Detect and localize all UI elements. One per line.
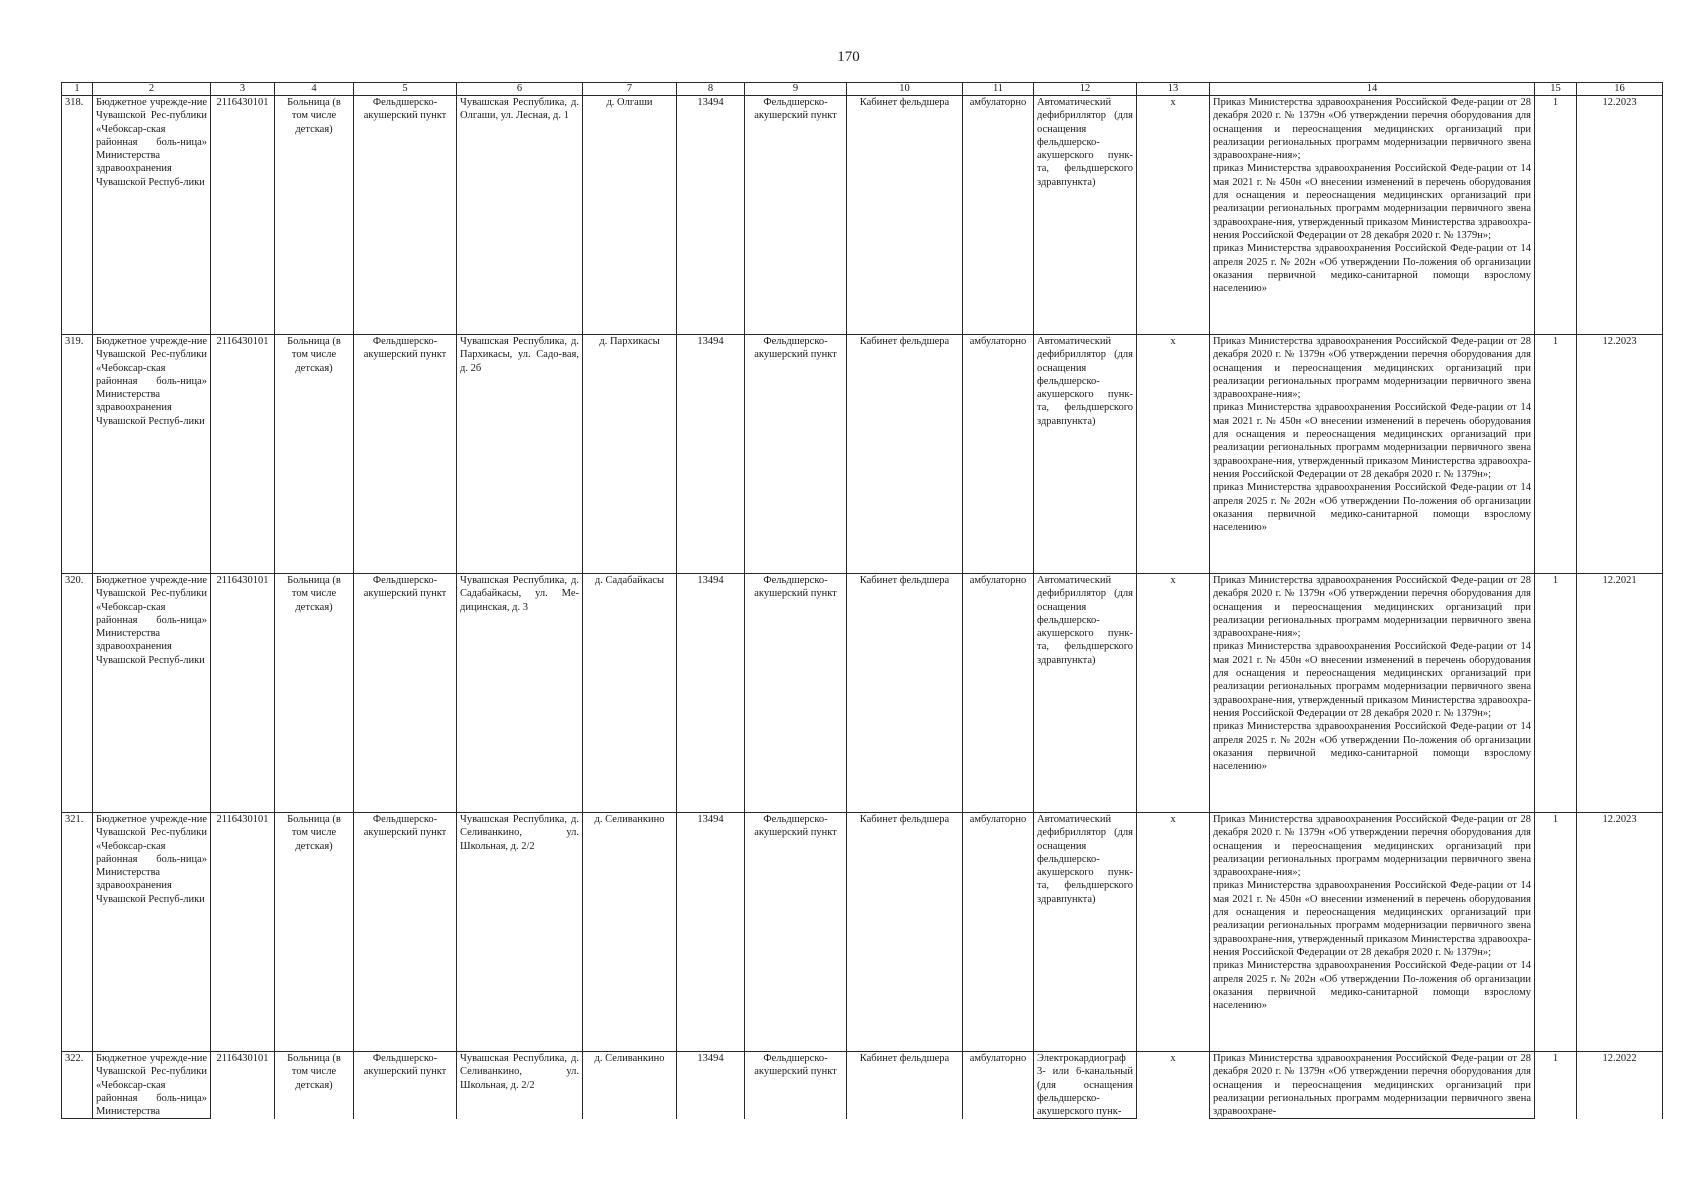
cabinet: Кабинет фельдшера <box>847 574 963 813</box>
inn: 2116430101 <box>211 813 275 1052</box>
column-header-12: 12 <box>1034 83 1137 96</box>
order-text: приказ Министерства здравоохранения Российской Феде-рации от 14 мая 2021 г. № 450н «О внесении изменений в перечень оборудования для оснащения и переоснащения медицинских организаций при реализации региональных программ модернизации первичного звена здравоохране-ния, утвержденный приказом Министерства здравоохра-нения Российской Федерации от 28 декабря 2020 г. № 1379н»; <box>1213 880 1531 958</box>
locality: д. Садабайкасы <box>583 574 677 813</box>
column-header-4: 4 <box>275 83 354 96</box>
inn: 2116430101 <box>211 574 275 813</box>
table-row <box>62 574 1663 813</box>
row-number: 320. <box>62 574 93 813</box>
column-header-14: 14 <box>1210 83 1535 96</box>
legal-basis <box>1210 96 1535 335</box>
address: Чувашская Республика, д. Пархикасы, ул. Садо-вая, д. 2б <box>457 335 583 574</box>
equipment-table <box>61 82 1663 1119</box>
order-text: приказ Министерства здравоохранения Российской Феде-рации от 14 мая 2021 г. № 450н «О внесении изменений в перечень оборудования для оснащения и переоснащения медицинских организаций при реализации региональных программ модернизации первичного звена здравоохране-ния, утвержденный приказом Министерства здравоохра-нения Российской Федерации от 28 декабря 2020 г. № 1379н»; <box>1213 402 1531 480</box>
inn: 2116430101 <box>211 335 275 574</box>
quantity: 1 <box>1535 813 1577 1052</box>
facility-type: Больница (в том числе детская) <box>275 335 354 574</box>
column-header-9: 9 <box>745 83 847 96</box>
locality: д. Селиванкино <box>583 813 677 1052</box>
date: 12.2023 <box>1577 335 1663 574</box>
organization-name: Бюджетное учрежде-ние Чувашской Рес-публики «Чебоксар-ская районная боль-ница» Министерства здравоохранения Чувашской Респуб-лики <box>93 96 211 335</box>
column-header-15: 15 <box>1535 83 1577 96</box>
order-text: приказ Министерства здравоохранения Российской Феде-рации от 14 апреля 2025 г. № 202н «Об утверждении По-ложения об организации оказания первичной медико-санитарной помощи взрослому населению» <box>1213 721 1531 773</box>
column-header-2: 2 <box>93 83 211 96</box>
table-row <box>62 335 1663 574</box>
column-header-11: 11 <box>963 83 1034 96</box>
date: 12.2022 <box>1577 1052 1663 1119</box>
column-number-row <box>62 83 1663 96</box>
facility-type: Больница (в том числе детская) <box>275 813 354 1052</box>
code: 13494 <box>677 574 745 813</box>
organization-name: Бюджетное учрежде-ние Чувашской Рес-публики «Чебоксар-ская районная боль-ница» Министерства <box>93 1052 211 1119</box>
order-text: Приказ Министерства здравоохранения Российской Феде-рации от 28 декабря 2020 г. № 1379н «Об утверждении перечня оборудования для оснащения и переоснащения медицинских организаций при реализации региональных программ модернизации первичного звена здравоохране-ния»; <box>1213 814 1531 879</box>
equipment-name: Автоматический дефибриллятор (для оснащения фельдшерско-акушерского пунк-та, фельдшерского здравпункта) <box>1034 335 1137 574</box>
code: 13494 <box>677 1052 745 1119</box>
column-header-6: 6 <box>457 83 583 96</box>
structural-unit: Фельдшерско-акушерский пункт <box>354 574 457 813</box>
order-text: Приказ Министерства здравоохранения Российской Феде-рации от 28 декабря 2020 г. № 1379н «Об утверждении перечня оборудования для оснащения и переоснащения медицинских организаций при реализации региональных программ модернизации первичного звена здравоохране-ния»; <box>1213 336 1531 401</box>
cabinet: Кабинет фельдшера <box>847 96 963 335</box>
equipment-name: Электрокардиограф 3- или 6-канальный (для оснащения фельдшерско-акушерского пунк- <box>1034 1052 1137 1119</box>
code: 13494 <box>677 335 745 574</box>
order-text: приказ Министерства здравоохранения Российской Феде-рации от 14 мая 2021 г. № 450н «О внесении изменений в перечень оборудования для оснащения и переоснащения медицинских организаций при реализации региональных программ модернизации первичного звена здравоохране-ния, утвержденный приказом Министерства здравоохра-нения Российской Федерации от 28 декабря 2020 г. № 1379н»; <box>1213 163 1531 241</box>
order-text: Приказ Министерства здравоохранения Российской Феде-рации от 28 декабря 2020 г. № 1379н «Об утверждении перечня оборудования для оснащения и переоснащения медицинских организаций при реализации региональных программ модернизации первичного звена здравоохране- <box>1213 1053 1531 1118</box>
order-text: приказ Министерства здравоохранения Российской Феде-рации от 14 апреля 2025 г. № 202н «Об утверждении По-ложения об организации оказания первичной медико-санитарной помощи взрослому населению» <box>1213 960 1531 1012</box>
facility-type: Больница (в том числе детская) <box>275 574 354 813</box>
date: 12.2023 <box>1577 96 1663 335</box>
organization-name: Бюджетное учрежде-ние Чувашской Рес-публики «Чебоксар-ская районная боль-ница» Министерства здравоохранения Чувашской Респуб-лики <box>93 813 211 1052</box>
locality: д. Селиванкино <box>583 1052 677 1119</box>
subunit: Фельдшерско-акушерский пункт <box>745 335 847 574</box>
care-mode: амбулаторно <box>963 335 1034 574</box>
address: Чувашская Республика, д. Селиванкино, ул. Школьная, д. 2/2 <box>457 1052 583 1119</box>
page-number: 170 <box>837 49 860 65</box>
code: 13494 <box>677 96 745 335</box>
date: 12.2021 <box>1577 574 1663 813</box>
care-mode: амбулаторно <box>963 1052 1034 1119</box>
organization-name: Бюджетное учрежде-ние Чувашской Рес-публики «Чебоксар-ская районная боль-ница» Министерства здравоохранения Чувашской Респуб-лики <box>93 335 211 574</box>
cabinet: Кабинет фельдшера <box>847 813 963 1052</box>
order-text: Приказ Министерства здравоохранения Российской Феде-рации от 28 декабря 2020 г. № 1379н «Об утверждении перечня оборудования для оснащения и переоснащения медицинских организаций при реализации региональных программ модернизации первичного звена здравоохране-ния»; <box>1213 575 1531 640</box>
address: Чувашская Республика, д. Садабайкасы, ул. Ме-дицинская, д. 3 <box>457 574 583 813</box>
address: Чувашская Республика, д. Олгаши, ул. Лесная, д. 1 <box>457 96 583 335</box>
legal-basis <box>1210 813 1535 1052</box>
code: 13494 <box>677 813 745 1052</box>
row-number: 322. <box>62 1052 93 1119</box>
quantity: 1 <box>1535 96 1577 335</box>
column-header-3: 3 <box>211 83 275 96</box>
subunit: Фельдшерско-акушерский пункт <box>745 574 847 813</box>
legal-basis <box>1210 574 1535 813</box>
cabinet: Кабинет фельдшера <box>847 335 963 574</box>
mark: x <box>1137 813 1210 1052</box>
table-row <box>62 813 1663 1052</box>
care-mode: амбулаторно <box>963 96 1034 335</box>
legal-basis <box>1210 335 1535 574</box>
order-text: приказ Министерства здравоохранения Российской Феде-рации от 14 мая 2021 г. № 450н «О внесении изменений в перечень оборудования для оснащения и переоснащения медицинских организаций при реализации региональных программ модернизации первичного звена здравоохране-ния, утвержденный приказом Министерства здравоохра-нения Российской Федерации от 28 декабря 2020 г. № 1379н»; <box>1213 641 1531 719</box>
mark: x <box>1137 96 1210 335</box>
mark: x <box>1137 574 1210 813</box>
facility-type: Больница (в том числе детская) <box>275 1052 354 1119</box>
cabinet: Кабинет фельдшера <box>847 1052 963 1119</box>
subunit: Фельдшерско-акушерский пункт <box>745 813 847 1052</box>
structural-unit: Фельдшерско-акушерский пункт <box>354 335 457 574</box>
order-text: приказ Министерства здравоохранения Российской Феде-рации от 14 апреля 2025 г. № 202н «Об утверждении По-ложения об организации оказания первичной медико-санитарной помощи взрослому населению» <box>1213 482 1531 534</box>
table-row <box>62 1052 1663 1119</box>
column-header-5: 5 <box>354 83 457 96</box>
structural-unit: Фельдшерско-акушерский пункт <box>354 96 457 335</box>
order-text: Приказ Министерства здравоохранения Российской Феде-рации от 28 декабря 2020 г. № 1379н «Об утверждении перечня оборудования для оснащения и переоснащения медицинских организаций при реализации региональных программ модернизации первичного звена здравоохране-ния»; <box>1213 97 1531 162</box>
inn: 2116430101 <box>211 1052 275 1119</box>
quantity: 1 <box>1535 335 1577 574</box>
date: 12.2023 <box>1577 813 1663 1052</box>
column-header-10: 10 <box>847 83 963 96</box>
column-header-16: 16 <box>1577 83 1663 96</box>
organization-name: Бюджетное учрежде-ние Чувашской Рес-публики «Чебоксар-ская районная боль-ница» Министерства здравоохранения Чувашской Респуб-лики <box>93 574 211 813</box>
inn: 2116430101 <box>211 96 275 335</box>
care-mode: амбулаторно <box>963 574 1034 813</box>
table-row <box>62 96 1663 335</box>
equipment-name: Автоматический дефибриллятор (для оснащения фельдшерско-акушерского пунк-та, фельдшерского здравпункта) <box>1034 574 1137 813</box>
care-mode: амбулаторно <box>963 813 1034 1052</box>
quantity: 1 <box>1535 574 1577 813</box>
row-number: 321. <box>62 813 93 1052</box>
equipment-name: Автоматический дефибриллятор (для оснащения фельдшерско-акушерского пунк-та, фельдшерского здравпункта) <box>1034 813 1137 1052</box>
facility-type: Больница (в том числе детская) <box>275 96 354 335</box>
structural-unit: Фельдшерско-акушерский пункт <box>354 1052 457 1119</box>
equipment-name: Автоматический дефибриллятор (для оснащения фельдшерско-акушерского пунк-та, фельдшерского здравпункта) <box>1034 96 1137 335</box>
subunit: Фельдшерско-акушерский пункт <box>745 1052 847 1119</box>
locality: д. Олгаши <box>583 96 677 335</box>
subunit: Фельдшерско-акушерский пункт <box>745 96 847 335</box>
column-header-1: 1 <box>62 83 93 96</box>
address: Чувашская Республика, д. Селиванкино, ул. Школьная, д. 2/2 <box>457 813 583 1052</box>
order-text: приказ Министерства здравоохранения Российской Феде-рации от 14 апреля 2025 г. № 202н «Об утверждении По-ложения об организации оказания первичной медико-санитарной помощи взрослому населению» <box>1213 243 1531 295</box>
column-header-13: 13 <box>1137 83 1210 96</box>
locality: д. Пархикасы <box>583 335 677 574</box>
column-header-7: 7 <box>583 83 677 96</box>
legal-basis <box>1210 1052 1535 1119</box>
structural-unit: Фельдшерско-акушерский пункт <box>354 813 457 1052</box>
column-header-8: 8 <box>677 83 745 96</box>
row-number: 318. <box>62 96 93 335</box>
row-number: 319. <box>62 335 93 574</box>
mark: x <box>1137 335 1210 574</box>
quantity: 1 <box>1535 1052 1577 1119</box>
mark: x <box>1137 1052 1210 1119</box>
